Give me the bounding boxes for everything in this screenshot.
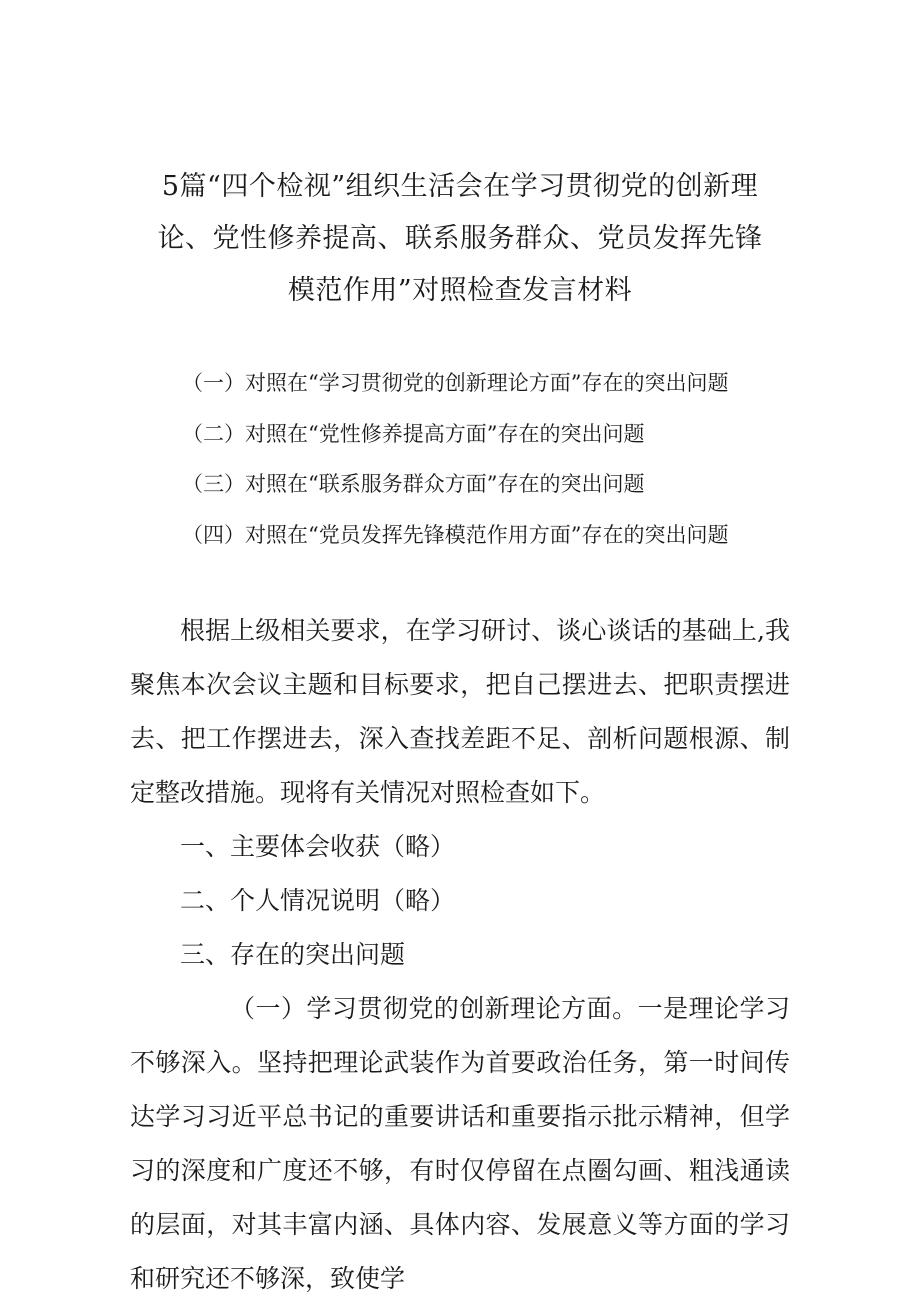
toc-item-3: （三）对照在“联系服务群众方面”存在的突出问题: [182, 472, 645, 496]
section-heading-3: 三、存在的突出问题: [180, 940, 406, 969]
section-heading-1: 一、主要体会收获（略）: [180, 832, 456, 861]
subsection-paragraph: （一）学习贯彻党的创新理论方面。一是理论学习不够深入。坚持把理论武装作为首要政治任务，第一时间传达学习习近平总书记的重要讲话和重要指示批示精神，但学习的深度和广度还不够，有时仅停留在点圈勾画、粗浅通读的层面，对其丰富内涵、具体内容、发展意义等方面的学习和研究还不够深，致使学: [130, 994, 790, 1293]
title-line-2: 论、党性修养提高、联系服务群众、党员发挥先锋: [157, 223, 763, 254]
toc-item-4: （四）对照在“党员发挥先锋模范作用方面”存在的突出问题: [182, 522, 729, 547]
document-body: [130, 604, 790, 1306]
section-heading-2: 二、个人情况说明（略）: [180, 886, 456, 915]
toc-item-1: （一）对照在“学习贯彻党的创新理论方面”存在的突出问题: [182, 371, 729, 395]
document-title: [100, 161, 820, 317]
title-line-3: 模范作用”对照检查发言材料: [287, 275, 633, 306]
toc-item-2: （二）对照在“党性修养提高方面”存在的突出问题: [182, 421, 645, 446]
title-line-1: 5篇“四个检视”组织生活会在学习贯彻党的创新理: [161, 171, 759, 202]
intro-paragraph: 根据上级相关要求，在学习研讨、谈心谈话的基础上,我聚焦本次会议主题和目标要求，把自己摆进去、把职责摆进去、把工作摆进去，深入查找差距不足、剖析问题根源、制定整改措施。现将有关情况对照检查如下。: [130, 616, 790, 807]
table-of-contents: [182, 358, 822, 560]
